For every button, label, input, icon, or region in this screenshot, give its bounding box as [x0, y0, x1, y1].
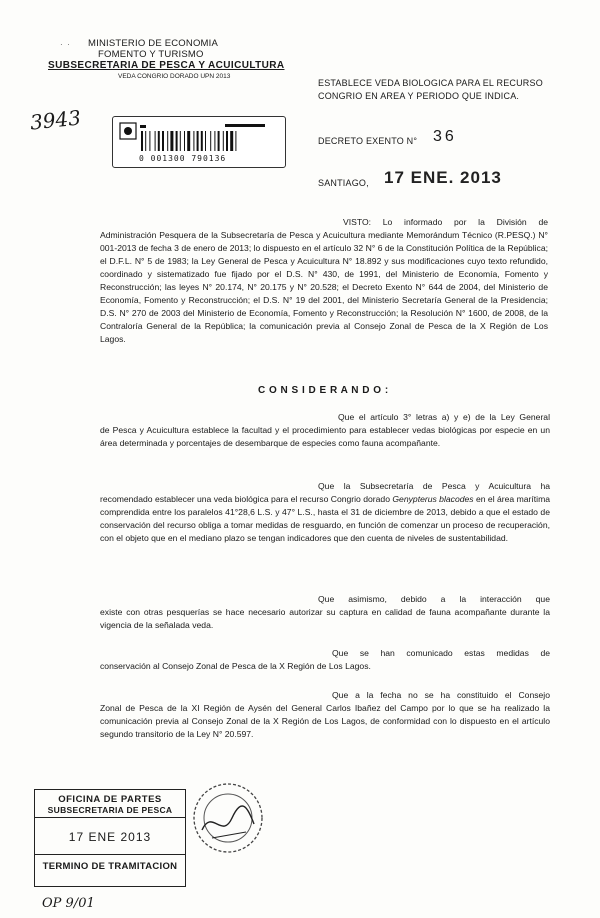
- barcode-bar: [176, 131, 178, 151]
- species-name: Genypterus blacodes: [392, 494, 474, 504]
- barcode-bar: [187, 131, 190, 151]
- stamp-date: 17 ENE 2013: [35, 818, 185, 855]
- para4-first-line: Que se han comunicado estas medidas de: [332, 648, 550, 658]
- barcode-bar: [149, 131, 150, 151]
- barcode-bar: [155, 131, 156, 151]
- para5-first-line: Que a la fecha no se ha constituido el Consejo: [332, 690, 550, 700]
- subject-line-1: ESTABLECE VEDA BIOLOGICA PARA EL RECURSO: [318, 78, 543, 88]
- barcode-bar: [201, 131, 203, 151]
- barcode-bar: [235, 131, 236, 151]
- subject-line-2: CONGRIO EN AREA Y PERIODO QUE INDICA.: [318, 91, 520, 101]
- reference-code: VEDA CONGRIO DORADO UPN 2013: [118, 73, 231, 80]
- barcode-bar: [180, 131, 181, 151]
- para3-body: existe con otras pesquerías se hace necesario autorizar su captura en calidad de fauna acompañante durante la vigencia de la señalada veda.: [100, 607, 550, 630]
- ministry-name: MINISTERIO DE ECONOMIA: [88, 38, 219, 49]
- decree-label: DECRETO EXENTO N°: [318, 136, 418, 146]
- decree-date: 17 ENE. 2013: [384, 168, 502, 187]
- barcode-bar: [230, 131, 233, 151]
- visto-first-line: VISTO: Lo informado por la División de: [343, 217, 548, 227]
- stamp-office: OFICINA DE PARTES: [58, 794, 162, 805]
- barcode-bar: [214, 131, 215, 151]
- barcode-bar: [197, 131, 199, 151]
- barcode-bar: [193, 131, 194, 151]
- barcode-bar: [226, 131, 228, 151]
- barcode-bar: [162, 131, 164, 151]
- header-bullet: · ·: [60, 40, 70, 49]
- barcode-bar: [170, 131, 173, 151]
- considerando-heading: C O N S I D E R A N D O :: [258, 385, 389, 396]
- para2-first-line: Que la Subsecretaría de Pesca y Acuicultura ha: [318, 481, 550, 491]
- decree-subject: [318, 77, 543, 103]
- barcode-bar: [223, 131, 224, 151]
- stamp-status: TERMINO DE TRAMITACION: [42, 861, 178, 872]
- office-stamp: [34, 789, 186, 887]
- para4-body: conservación al Consejo Zonal de Pesca de la X Región de Los Lagos.: [100, 661, 371, 671]
- visto-paragraph: Administración Pesquera de la Subsecretaría de Pesca y Acuicultura mediante Memorándum Técnico (R.PESQ.) N° 001-2013 de fecha 3 de enero de 2013; lo dispuesto en el artículo 32 N° 6 de la Constitución Política de la República; el D.F.L. N° 5 de 1983; la Ley General de Pesca y Acuicultura N° 18.892 y sus modificaciones cuyo texto refundido, coordinado y sistematizado fue fijado por el D.S. N° 430, de 1991, del Ministerio de Economía, Fomento y Reconstrucción; las leyes N° 20.174, N° 20.175 y N° 20.528; el Decreto Exento N° 644 de 2004, del Ministerio de Economía, Fomento y Reconstrucción; el D.S. N° 19 del 2001, del Ministerio Secretaría General de la Presidencia; D.S. N° 270 de 2003 del Ministerio de Economía, Fomento y Reconstrucción; la Resolución N° 1600, de 2008, de la Contraloría General de la República; la comunicación previa al Consejo Zonal de Pesca de la X Región de Los Lagos.: [100, 230, 548, 344]
- stamp-subsecretaria: SUBSECRETARIA DE PESCA: [35, 805, 185, 818]
- barcode-bar: [205, 131, 206, 151]
- barcode-bar: [218, 131, 220, 151]
- oficina-partes-seal: [188, 778, 268, 858]
- barcode-label: [112, 116, 286, 168]
- para2-body: [100, 493, 550, 545]
- barcode-bar: [167, 131, 168, 151]
- para3-first-line: Que asimismo, debido a la interacción que: [318, 594, 550, 604]
- barcode-bar: [210, 131, 211, 151]
- para2-text-a: recomendado establecer una veda biológica para el recurso Congrio dorado: [100, 494, 393, 504]
- decree-number: 36: [433, 128, 457, 145]
- barcode-bar: [184, 131, 185, 151]
- date-place: SANTIAGO,: [318, 178, 369, 188]
- barcode-number: 0 001300 790136: [139, 154, 227, 163]
- barcode-bar: [158, 131, 160, 151]
- ministry-line2: FOMENTO Y TURISMO: [98, 49, 204, 60]
- handwritten-number: 3943: [28, 105, 83, 135]
- para2-text-b: en el área marítima comprendida entre los paralelos 41°28,6 L.S. y 47° L.S., hasta el 31 de diciembre de 2013, debido a que el estado de conservación del recurso obliga a tomar medidas de resguardo, en función de comenzar un proceso de recuperación, con el objeto que en el mediano plazo se tengan indicadores que den cuenta de niveles de sustentabilidad.: [100, 494, 551, 543]
- footer-handwritten-note: OP 9/01: [42, 896, 95, 911]
- barcode-bar: [145, 131, 146, 151]
- para1-body: de Pesca y Acuicultura establece la facultad y el procedimiento para establecer vedas biológicas por especie en un área determinada y porcentajes de desembarque de especies como fauna acompañante.: [100, 425, 550, 448]
- barcode-bar: [141, 131, 143, 151]
- subsecretaria-title: SUBSECRETARIA DE PESCA Y ACUICULTURA: [48, 60, 285, 71]
- para5-body: Zonal de Pesca de la XI Región de Aysén del General Carlos Ibañez del Campo por lo que se ha realizado la comunicación previa al Consejo Zonal de la X Región de Los Lagos, de conformidad con lo dispuesto en el artículo segundo transitorio de la Ley N° 20.597.: [100, 703, 550, 739]
- para1-first-line: Que el artículo 3° letras a) y e) de la Ley General: [338, 412, 550, 422]
